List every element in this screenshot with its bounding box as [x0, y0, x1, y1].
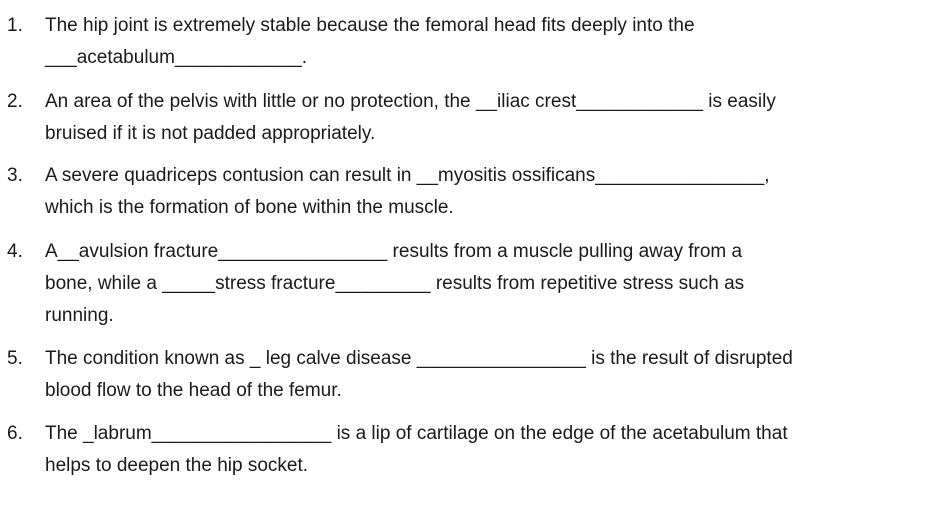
question-number: 6. [7, 423, 23, 444]
question-line: A severe quadriceps contusion can result in __myositis ossificans________________, [45, 165, 770, 186]
question-line: The hip joint is extremely stable because the femoral head fits deeply into the [45, 15, 695, 36]
question-line: ___acetabulum____________. [45, 47, 308, 68]
question-line: bruised if it is not padded appropriately. [45, 123, 376, 144]
question-line: The condition known as _ leg calve disease ________________ is the result of disrupted [45, 348, 793, 369]
question-line: helps to deepen the hip socket. [45, 455, 309, 476]
question-line: A__avulsion fracture________________ results from a muscle pulling away from a [45, 241, 743, 262]
question-text [45, 418, 925, 482]
question-text [45, 160, 925, 224]
question-line: which is the formation of bone within the muscle. [45, 197, 454, 218]
question-line: An area of the pelvis with little or no protection, the __iliac crest____________ is easily [45, 91, 776, 112]
question-line: running. [45, 305, 114, 326]
question-text [45, 343, 925, 407]
question-line: bone, while a _____stress fracture_________ results from repetitive stress such as [45, 273, 745, 294]
question-text [45, 10, 925, 74]
question-number: 4. [7, 241, 23, 262]
question-number: 1. [7, 15, 23, 36]
question-number: 5. [7, 348, 23, 369]
question-number: 3. [7, 165, 23, 186]
question-line: The _labrum_________________ is a lip of cartilage on the edge of the acetabulum that [45, 423, 788, 444]
question-number: 2. [7, 91, 23, 112]
question-text [45, 236, 925, 332]
question-text [45, 86, 925, 150]
question-line: blood flow to the head of the femur. [45, 380, 342, 401]
